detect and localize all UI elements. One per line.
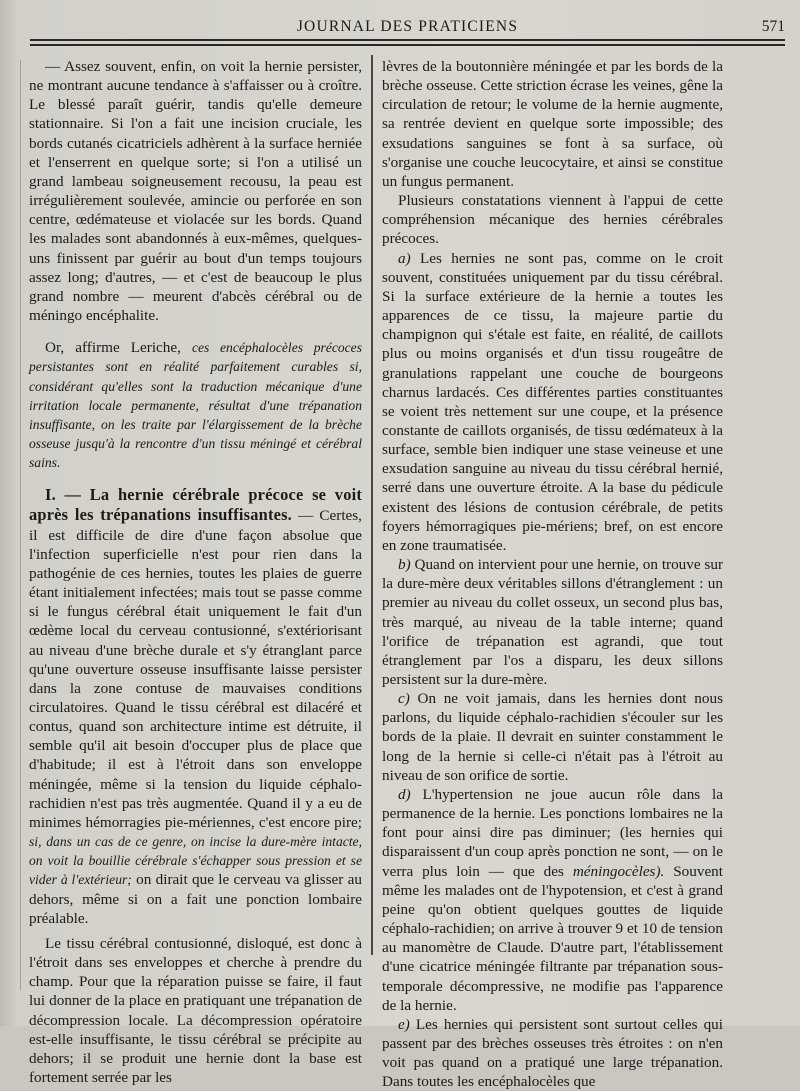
item-e-text: Les hernies qui persistent sont surtout celles qui passent par des brèches osseuses très étroites : on n'en voit pas quand on a pratiqué une large trépanation. Dans toutes les encéphalocèles que xyxy=(382,1015,723,1091)
item-a-label: a) xyxy=(398,249,411,267)
item-d-text: L'hypertension ne joue aucun rôle dans la permanence de la hernie. Les ponctions lombaires ne la font pour ainsi dire pas diminuer; (les hernies qui disparaissent d'un coup après ponction ne sont, — on le verra plus loin — que des xyxy=(382,785,723,880)
running-header xyxy=(30,18,785,40)
item-b-text: Quand on intervient pour une hernie, on trouve sur la dure-mère deux véritables sillons d'étranglement : un premier au niveau du collet osseux, un second plus bas, très marqué, au niveau de la table interne; quand l'orifice de trépanation est agrandi, que tout étranglement par l'os a disparu, les deux sillons persistent sur la dure-mère. xyxy=(382,556,723,688)
section-tail: on dirait que le cerveau va glisser au dehors, même si on a fait une ponction lombaire préalable. xyxy=(29,871,362,927)
leriche-quote: ces encéphalocèles précoces persistantes sont en réalité parfaitement curables si, considérant qu'elles sont la traduction mécanique d'une irritation locale permanente, résultat d'une trépanation insuffisante, on les traite par l'élargissement de la brèche osseuse jusqu'à la rencontre d'un tissu méningé et cérébral sains. xyxy=(29,340,363,471)
item-c xyxy=(382,689,723,785)
section-heading-paragraph xyxy=(29,485,362,928)
item-a xyxy=(382,249,723,556)
item-c-text: On ne voit jamais, dans les hernies dont nous parlons, du liquide céphalo-rachidien s'écouler sur les bords de la plaie. Il devrait en suinter constamment le long de la hernie si celle-ci n'était pas à l'étroit au niveau de son orifice de sortie. xyxy=(382,690,723,784)
right-column xyxy=(382,57,723,1091)
left-column xyxy=(29,57,362,1087)
paragraph-leriche xyxy=(29,338,362,472)
item-e-label: e) xyxy=(398,1015,410,1033)
paragraph-tissu-contusionne: Le tissu cérébral contusionné, disloqué, est donc à l'étroit dans ses enveloppes et cherche à prendre du champ. Pour que la réparation puisse se faire, il faut lui donner de la place en pratiquant une trépanation de décompression locale. La décompression opératoire est-elle insuffisante, le tissu cérébral se précipite au dehors; il se produit une hernie dont la base est fortement serrée par les xyxy=(29,934,362,1086)
item-d-label: d) xyxy=(398,785,411,803)
paragraph-hernie-persistante: — Assez souvent, enfin, on voit la hernie persister, ne montrant aucune tendance à s'affaisser ou à croître. Le blessé paraît guérir, tandis qu'elle demeure stationnaire. Si l'on a fait une incision cruciale, les bords cutanés cicatriciels adhèrent à la surface herniée et l'enserrent en quelque sorte; si l'on a utilisé un grand lambeau soigneusement recousu, la peau est irrégulièrement soulevée, amincie ou perforée en son centre, œdémateuse et violacée sur les bords. Quand les malades sont abandonnés à eux-mêmes, quelques-uns finissent par guérir au bout d'un temps toujours assez long; d'autres, — et c'est de beaucoup le plus grand nombre — meurent d'abcès cérébral ou de méningo encéphalite. xyxy=(29,58,362,325)
item-a-text: Les hernies ne sont pas, comme on le croit souvent, constituées uniquement par du tissu cérébral. Si la surface extérieure de la hernie a toutes les apparences de ce tissu, la majeure partie du champignon qui s'étale est faite, en réalité, de caillots plus ou moins organisés et d'un tissu rougeâtre de granulations rappelant une couche de bourgeons charnus lardacés. Ces différentes parties constituantes se voient très nettement sur une coupe, et la présence constante de caillots organisés, de tissu œdémateux à la surface, semble bien indiquer une stase veineuse et une exsudation sanguine au niveau du tissu cérébral hernié, serré dans une ouverture étroite. A la base du pédicule existent des lésions de contusion cérébrale, de petits foyers hémorragiques pie-mériens; bref, on est encore en zone traumatisée. xyxy=(382,249,723,554)
journal-title: JOURNAL DES PRATICIENS xyxy=(296,18,519,35)
section-italic: si, dans un cas de ce genre, on incise la dure-mère intacte, on voit la bouillie cérébrale s'échapper sous pression et se vider à l'extérieur; xyxy=(29,834,362,888)
item-d-tail: Souvent même les malades ont de l'hypotension, et c'est à grand peine qu'on obtient quelques gouttes de liquide céphalo-rachidien; on arrive à trouver 9 et 10 de tension au manomètre de Claude. D'autre part, l'établissement d'une cicatrice méningée filtrante par trépanation sous-temporale décompressive, ne modifie pas l'apparence de la hernie. xyxy=(382,862,723,1014)
item-d xyxy=(382,785,723,1015)
page-number: 571 xyxy=(761,18,785,35)
section-text: — Certes, il est difficile de dire d'une façon absolue que l'infection superficielle n'est pour rien dans la pathogénie de ces hernies, toutes les plaies de guerre étant initialement infectées; mais tout se passe comme si le fungus cérébral était uniquement le fait d'un œdème local du cerveau contusionné, s'extériorisant au niveau d'une brèche durale et s'y étranglant parce qu'une ouverture osseuse insuffisante laisse persister dans la zone contuse de mauvaises conditions circulatoires. Quand le tissu cérébral est dilacéré et contus, quand son architecture intime est détruite, il semble qu'il ait besoin d'occuper plus de place que d'habitude; il est à l'étroit dans son enveloppe méningée, même si la tension du liquide céphalo-rachidien n'est pas très augmentée. Quand il y a eu de minimes hémorragies pie-mériennes, c'est encore pire; xyxy=(29,507,362,831)
item-e xyxy=(382,1015,723,1091)
page-fold-shadow xyxy=(20,60,21,990)
header-rule-thin xyxy=(30,39,785,41)
item-c-label: c) xyxy=(398,690,410,708)
column-divider xyxy=(371,55,373,955)
item-b-label: b) xyxy=(398,556,411,574)
item-b xyxy=(382,555,723,689)
paragraph-striction: lèvres de la boutonnière méningée et par les bords de la brèche osseuse. Cette striction écrase les veines, gêne la circulation de retour; le volume de la hernie augmente, sa rentrée devient en quelque sorte impossible; des exsudations sanguines se font à sa surface, où s'organise une couche leucocytaire, et ainsi se constitue un fungus permanent. xyxy=(382,58,723,190)
leriche-lead: Or, affirme Leriche, xyxy=(45,339,192,357)
paragraph-constatations: Plusieurs constatations viennent à l'appui de cette compréhension mécanique des hernies cérébrales précoces. xyxy=(382,192,723,248)
header-rule-thick xyxy=(30,44,785,46)
item-d-italic: méningocèles). xyxy=(572,862,665,880)
section-heading: I. — La hernie cérébrale précoce se voit après les trépanations insuffisantes. xyxy=(29,485,362,525)
